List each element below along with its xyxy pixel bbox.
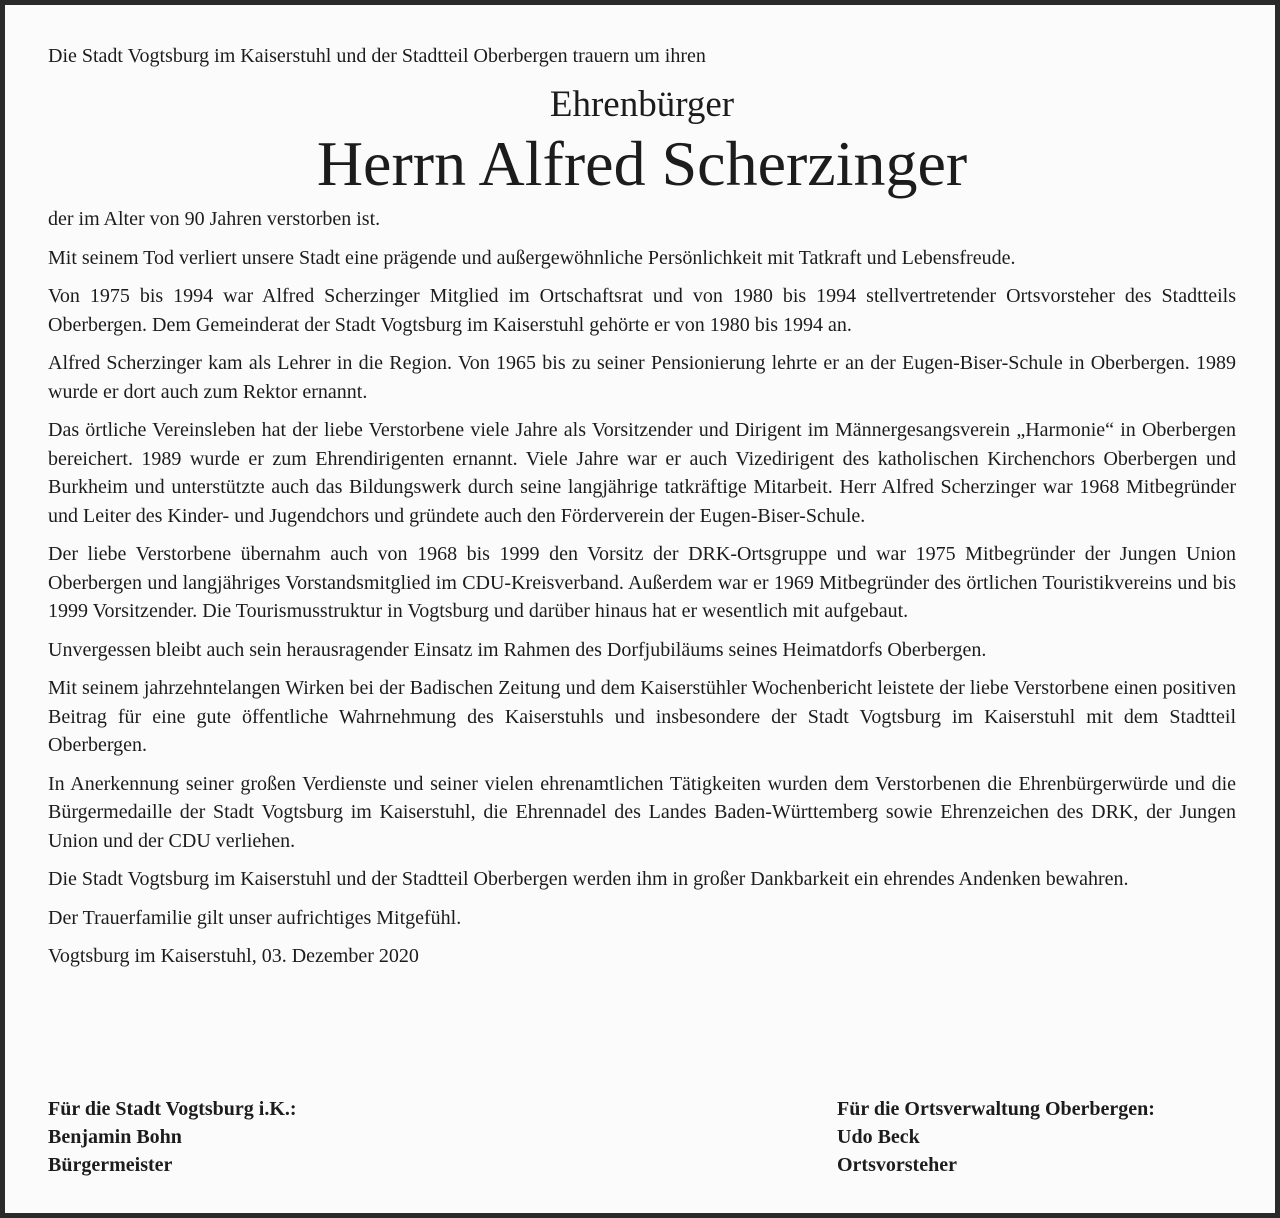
paragraph-personality: Mit seinem Tod verliert unsere Stadt eine prägende und außergewöhnliche Persönlichkeit mit Tatkraft und Lebensfreude. [48, 246, 1016, 269]
signature-district [837, 1095, 1232, 1179]
deceased-name: Herrn Alfred Scherzinger [316, 128, 968, 199]
signature-city-org: Für die Stadt Vogtsburg i.K.: [48, 1098, 297, 1120]
paragraph-teacher: Alfred Scherzinger kam als Lehrer in die Region. Von 1965 bis zu seiner Pensionierung lehrte er an der Eugen-Biser-Schule in Oberbergen. 1989 wurde er dort auch zum Rektor ernannt. [48, 352, 1236, 403]
signature-city-name: Benjamin Bohn [48, 1126, 182, 1148]
place-date: Vogtsburg im Kaiserstuhl, 03. Dezember 2020 [48, 945, 419, 967]
intro-line: Die Stadt Vogtsburg im Kaiserstuhl und der Stadtteil Oberbergen trauern um ihren [48, 45, 706, 67]
honorary-title: Ehrenbürger [549, 84, 735, 125]
paragraph-honours: In Anerkennung seiner großen Verdienste und seiner vielen ehrenamtlichen Tätigkeiten wurden dem Verstorbenen die Ehrenbürgerwürde und die Bürgermedaille der Stadt Vogtsburg im Kaiserstuhl, die Ehrennadel des Landes Baden-Württemberg sowie Ehrenzeichen des DRK, der Jungen Union und der CDU verliehen. [48, 772, 1236, 852]
paragraph-council: Von 1975 bis 1994 war Alfred Scherzinger Mitglied im Ortschaftsrat und von 1980 bis 1994 stellvertretender Ortsvorsteher des Stadtteils Oberbergen. Dem Gemeinderat der Stadt Vogtsburg im Kaiserstuhl gehörte er von 1980 bis 1994 an. [48, 285, 1236, 336]
paragraph-age: der im Alter von 90 Jahren verstorben ist. [48, 208, 381, 230]
paragraph-press: Mit seinem jahrzehntelangen Wirken bei der Badischen Zeitung und dem Kaiserstühler Wochenbericht leistete der liebe Verstorbene einen positiven Beitrag für eine gute öffentliche Wahrnehmung des Kaiserstuhls und insbesondere der Stadt Vogtsburg im Kaiserstuhl mit dem Stadtteil Oberbergen. [48, 677, 1236, 756]
notice-body [48, 43, 1236, 975]
signature-district-role: Ortsvorsteher [837, 1154, 957, 1176]
signature-block [48, 1095, 1236, 1179]
signature-district-org: Für die Ortsverwaltung Oberbergen: [837, 1098, 1155, 1120]
paragraph-remembrance: Die Stadt Vogtsburg im Kaiserstuhl und der Stadtteil Oberbergen werden ihm in großer Dankbarkeit ein ehrendes Andenken bewahren. [48, 868, 1129, 890]
paragraph-condolence: Der Trauerfamilie gilt unser aufrichtiges Mitgefühl. [48, 906, 462, 929]
paragraph-clubs: Das örtliche Vereinsleben hat der liebe Verstorbene viele Jahre als Vorsitzender und Dirigent im Männergesangsverein „Harmonie“ in Oberbergen bereichert. 1989 wurde er zum Ehrendirigenten ernannt. Viele Jahre war er auch Vizedirigent des katholischen Kirchenchors Oberbergen und Burkheim und unterstützte auch das Bildungswerk durch seine langjährige tatkräftige Mitarbeit. Herr Alfred Scherzinger war 1968 Mitbegründer und Leiter des Kinder- und Jugendchors und gründete auch den Förderverein der Eugen-Biser-Schule. [48, 419, 1236, 527]
obituary-notice [5, 5, 1275, 1213]
signature-city-role: Bürgermeister [48, 1154, 173, 1176]
paragraph-drk: Der liebe Verstorbene übernahm auch von 1968 bis 1999 den Vorsitz der DRK-Ortsgruppe und war 1975 Mitbegründer der Jungen Union Oberbergen und langjähriges Vorstandsmitglied im CDU-Kreisverband. Außerdem war er 1969 Mitbegründer des örtlichen Touristikvereins und bis 1999 Vorsitzender. Die Tourismusstruktur in Vogtsburg und darüber hinaus hat er wesentlich mit aufgebaut. [48, 543, 1236, 622]
signature-city [48, 1095, 448, 1179]
paragraph-jubilee: Unvergessen bleibt auch sein herausragender Einsatz im Rahmen des Dorfjubiläums seines Heimatdorfs Oberbergen. [48, 638, 987, 661]
signature-district-name: Udo Beck [837, 1126, 920, 1148]
